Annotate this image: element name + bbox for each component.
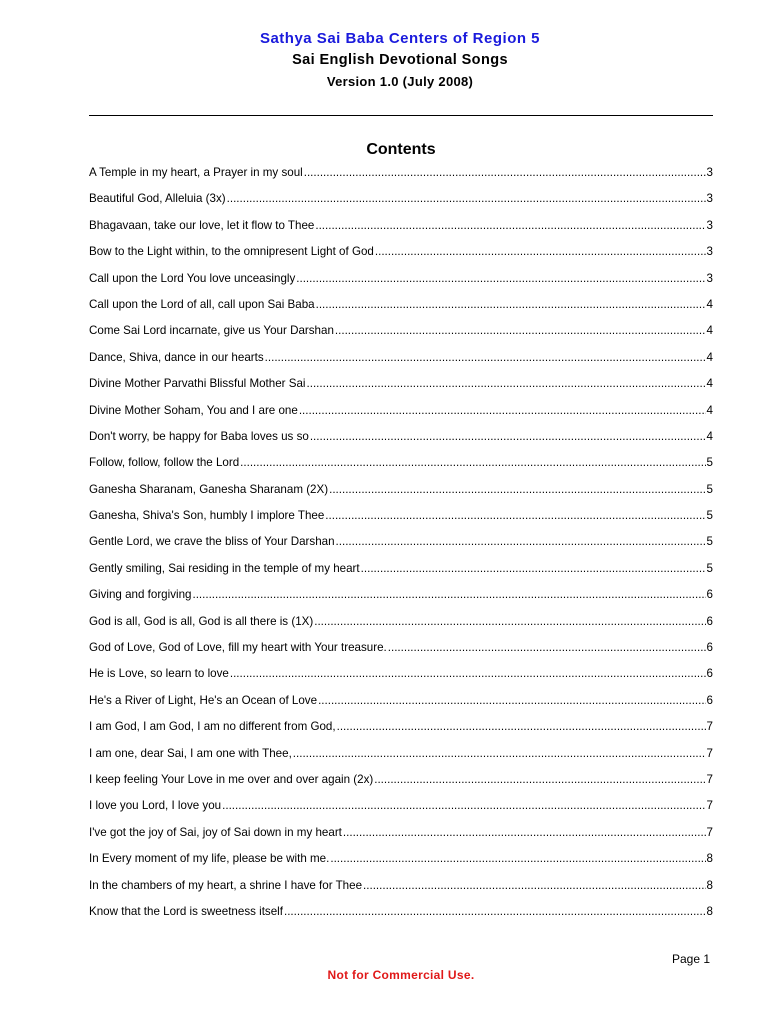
toc-entry[interactable] <box>89 321 713 347</box>
toc-entry[interactable] <box>89 427 713 453</box>
toc-entry[interactable] <box>89 770 713 796</box>
toc-entry-title: I am God, I am God, I am no different from God, <box>89 720 336 734</box>
toc-entry-page: 7 <box>706 825 713 839</box>
toc-entry-title: Giving and forgiving <box>89 588 192 602</box>
page-number: Page 1 <box>672 952 711 966</box>
toc-dot-leader <box>230 664 706 683</box>
toc-entry[interactable] <box>89 163 713 189</box>
organization-title: Sathya Sai Baba Centers of Region 5 <box>259 30 541 47</box>
table-of-contents <box>89 163 713 928</box>
toc-entry[interactable] <box>89 348 713 374</box>
toc-entry-page: 4 <box>706 297 713 311</box>
toc-dot-leader <box>314 612 705 631</box>
toc-entry-title: In Every moment of my life, please be with me. <box>89 852 330 866</box>
toc-dot-leader <box>284 902 706 921</box>
toc-entry[interactable] <box>89 532 713 558</box>
toc-entry-title: I keep feeling Your Love in me over and over again (2x) <box>89 772 374 786</box>
toc-dot-leader <box>316 295 706 314</box>
toc-entry-page: 5 <box>706 561 713 575</box>
toc-entry-title: In the chambers of my heart, a shrine I have for Thee <box>89 878 363 892</box>
toc-entry[interactable] <box>89 216 713 242</box>
toc-entry-page: 8 <box>706 904 713 918</box>
toc-dot-leader <box>361 559 706 578</box>
toc-dot-leader <box>363 876 706 895</box>
toc-entry-title: Know that the Lord is sweetness itself <box>89 904 283 918</box>
toc-entry[interactable] <box>89 295 713 321</box>
toc-entry[interactable] <box>89 717 713 743</box>
toc-entry-page: 6 <box>706 667 713 681</box>
toc-entry-title: Gently smiling, Sai residing in the temple of my heart <box>89 561 360 575</box>
toc-entry[interactable] <box>89 849 713 875</box>
toc-dot-leader <box>240 453 705 472</box>
toc-entry-page: 3 <box>706 192 713 206</box>
toc-entry-page: 4 <box>706 429 713 443</box>
toc-entry-page: 5 <box>706 535 713 549</box>
toc-entry-title: Bow to the Light within, to the omnipresent Light of God <box>89 245 374 259</box>
toc-entry[interactable] <box>89 585 713 611</box>
toc-entry-page: 5 <box>706 482 713 496</box>
toc-entry-page: 4 <box>706 377 713 391</box>
toc-entry-page: 3 <box>706 166 713 179</box>
toc-entry[interactable] <box>89 401 713 427</box>
toc-entry-title: Follow, follow, follow the Lord <box>89 456 240 470</box>
toc-entry-page: 5 <box>706 509 713 523</box>
toc-dot-leader <box>388 638 706 657</box>
contents-heading: Contents <box>366 141 436 158</box>
toc-entry-page: 6 <box>706 588 713 602</box>
toc-entry-title: Call upon the Lord of all, call upon Sai Baba <box>89 297 315 311</box>
toc-entry[interactable] <box>89 189 713 215</box>
header-divider <box>89 115 713 116</box>
toc-dot-leader <box>337 717 706 736</box>
toc-entry-title: Call upon the Lord You love unceasingly <box>89 271 296 285</box>
toc-dot-leader <box>293 744 706 763</box>
toc-dot-leader <box>330 849 705 868</box>
toc-dot-leader <box>329 480 705 499</box>
toc-entry[interactable] <box>89 453 713 479</box>
toc-entry-page: 6 <box>706 641 713 655</box>
toc-entry-title: Bhagavaan, take our love, let it flow to Thee <box>89 218 315 232</box>
toc-entry-page: 7 <box>706 772 713 786</box>
toc-dot-leader <box>192 585 705 604</box>
toc-dot-leader <box>318 691 705 710</box>
toc-entry-page: 6 <box>706 693 713 707</box>
toc-entry-page: 8 <box>706 852 713 866</box>
toc-entry-title: Divine Mother Soham, You and I are one <box>89 403 298 417</box>
toc-entry-page: 8 <box>706 878 713 892</box>
toc-entry[interactable] <box>89 638 713 664</box>
toc-dot-leader <box>307 374 706 393</box>
toc-entry[interactable] <box>89 269 713 295</box>
toc-entry[interactable] <box>89 559 713 585</box>
toc-entry[interactable] <box>89 796 713 822</box>
toc-entry-title: God is all, God is all, God is all there is (1X) <box>89 614 314 628</box>
toc-entry-page: 5 <box>706 456 713 470</box>
toc-dot-leader <box>335 321 706 340</box>
toc-entry[interactable] <box>89 612 713 638</box>
toc-entry-page: 3 <box>706 271 713 285</box>
toc-entry[interactable] <box>89 664 713 690</box>
toc-entry-title: Dance, Shiva, dance in our hearts <box>89 350 264 364</box>
toc-entry-title: God of Love, God of Love, fill my heart with Your treasure. <box>89 641 387 655</box>
toc-dot-leader <box>227 189 706 208</box>
document-title: Sai English Devotional Songs <box>292 52 508 68</box>
toc-entry-title: Ganesha Sharanam, Ganesha Sharanam (2X) <box>89 482 329 496</box>
toc-entry-page: 4 <box>706 350 713 364</box>
toc-entry-title: Don't worry, be happy for Baba loves us so <box>89 429 309 443</box>
toc-dot-leader <box>375 242 706 261</box>
toc-entry-title: Divine Mother Parvathi Blissful Mother Sai <box>89 377 306 391</box>
version-line: Version 1.0 (July 2008) <box>326 74 474 89</box>
toc-entry-title: I love you Lord, I love you <box>89 799 222 813</box>
toc-dot-leader <box>265 348 706 367</box>
toc-entry-title: A Temple in my heart, a Prayer in my soul <box>89 166 303 179</box>
toc-entry-title: Ganesha, Shiva's Son, humbly I implore Thee <box>89 509 325 523</box>
toc-entry-title: I am one, dear Sai, I am one with Thee, <box>89 746 292 760</box>
toc-dot-leader <box>222 796 705 815</box>
toc-entry-page: 3 <box>706 245 713 259</box>
toc-entry[interactable] <box>89 242 713 268</box>
toc-entry[interactable] <box>89 744 713 770</box>
toc-entry-page: 4 <box>706 403 713 417</box>
toc-entry-title: Gentle Lord, we crave the bliss of Your Darshan <box>89 535 335 549</box>
toc-entry-title: Come Sai Lord incarnate, give us Your Darshan <box>89 324 334 338</box>
toc-entry-page: 7 <box>706 799 713 813</box>
toc-dot-leader <box>343 823 706 842</box>
toc-dot-leader <box>304 163 706 182</box>
toc-entry-title: Beautiful God, Alleluia (3x) <box>89 192 226 206</box>
toc-entry-page: 7 <box>706 746 713 760</box>
toc-entry[interactable] <box>89 480 713 506</box>
toc-dot-leader <box>310 427 706 446</box>
toc-entry-title: I've got the joy of Sai, joy of Sai down in my heart <box>89 825 342 839</box>
toc-entry[interactable] <box>89 506 713 532</box>
toc-entry-title: He is Love, so learn to love <box>89 667 229 681</box>
toc-dot-leader <box>315 216 705 235</box>
toc-entry[interactable] <box>89 691 713 717</box>
toc-entry-page: 4 <box>706 324 713 338</box>
toc-dot-leader <box>325 506 705 525</box>
toc-entry[interactable] <box>89 823 713 849</box>
toc-dot-leader <box>336 532 706 551</box>
toc-dot-leader <box>374 770 705 789</box>
toc-entry-page: 6 <box>706 614 713 628</box>
toc-entry-page: 7 <box>706 720 713 734</box>
toc-entry-title: He's a River of Light, He's an Ocean of Love <box>89 693 318 707</box>
toc-entry[interactable] <box>89 876 713 902</box>
toc-dot-leader <box>296 269 705 288</box>
commercial-use-notice: Not for Commercial Use. <box>327 968 475 982</box>
toc-dot-leader <box>299 401 706 420</box>
toc-entry[interactable] <box>89 374 713 400</box>
toc-entry-page: 3 <box>706 218 713 232</box>
toc-entry[interactable] <box>89 902 713 928</box>
